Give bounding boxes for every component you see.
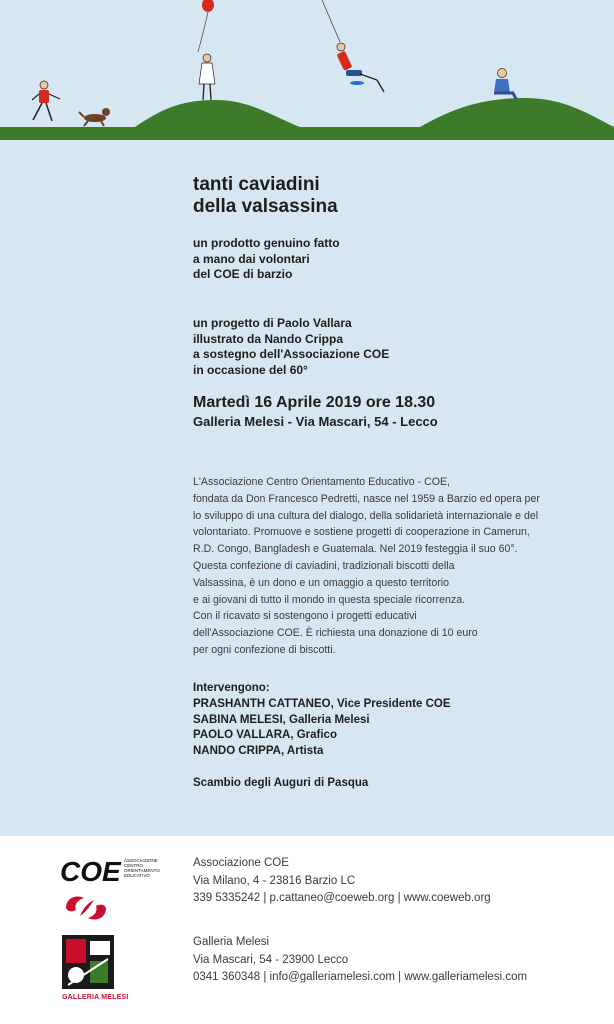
event-info: [193, 393, 438, 431]
speakers-heading: Intervengono:: [193, 682, 270, 694]
coe-logo-caption: EDUCATIVO: [124, 873, 150, 878]
galleria-contact-block: [193, 934, 527, 987]
description-line: Con il ricavato si sostengono i progetti educativi: [193, 610, 417, 623]
children-on-hills-illustration: [0, 0, 614, 145]
red-emblem-logo: [62, 892, 110, 924]
closing-note: Scambio degli Auguri di Pasqua: [193, 777, 369, 789]
project-line: illustrato da Nando Crippa: [193, 331, 344, 346]
title-line: della valsassina: [193, 196, 338, 217]
coe-logo: [60, 855, 160, 887]
speaker-item: PRASHANTH CATTANEO, Vice Presidente COE: [193, 697, 451, 710]
description-line: dell'Associazione COE. È richiesta una donazione di 10 euro: [193, 627, 478, 640]
girl-with-balloon-figure: [198, 0, 215, 100]
event-place: Galleria Melesi - Via Mascari, 54 - Lecco: [193, 414, 438, 429]
project-line: a sostegno dell'Associazione COE: [193, 347, 390, 361]
speaker-item: NANDO CRIPPA, Artista: [193, 745, 324, 758]
description-line: L'Associazione Centro Orientamento Educativo - COE,: [193, 476, 450, 488]
product-line: a mano dai volontari: [193, 251, 310, 266]
product-line: un prodotto genuino fatto: [193, 236, 340, 250]
speaker-item: SABINA MELESI, Galleria Melesi: [193, 713, 370, 726]
galleria-contact-line: 0341 360348 | info@galleriamelesi.com | www.galleriamelesi.com: [193, 971, 528, 983]
product-description: [193, 236, 340, 283]
description-line: volontariato. Promuove e sostiene progetti di cooperazione in Camerun,: [193, 526, 530, 539]
description-line: fondata da Don Francesco Pedretti, nasce nel 1959 a Barzio ed opera per: [193, 492, 540, 505]
project-credits: [193, 316, 389, 378]
coe-name: Associazione COE: [193, 857, 289, 869]
coe-logo-caption: ORIENTAMENTO: [124, 868, 160, 873]
event-date: Martedì 16 Aprile 2019 ore 18.30: [193, 394, 436, 411]
description-line: Valsassina, è un dono e un omaggio a questo territorio: [193, 576, 449, 589]
description-line: Questa confezione di caviadini, tradizionali biscotti della: [193, 559, 455, 572]
description-line: per ogni confezione di biscotti.: [193, 643, 336, 656]
dog-figure: [79, 108, 110, 126]
invitation-title: [193, 174, 338, 218]
sitting-boy-figure: [494, 69, 516, 100]
coe-logo-caption: CENTRO: [124, 863, 143, 868]
running-boy-figure: [32, 81, 60, 121]
project-line: in occasione del 60°: [193, 362, 308, 377]
galleria-melesi-logo-text: GALLERIA MELESI: [62, 994, 129, 1001]
association-description: [193, 474, 553, 659]
child-on-swing-figure: [322, 0, 384, 92]
speaker-item: PAOLO VALLARA, Grafico: [193, 729, 337, 742]
galleria-address: Via Mascari, 54 - 23900 Lecco: [193, 953, 349, 966]
project-line: un progetto di Paolo Vallara: [193, 316, 352, 330]
coe-contact-line: 339 5335242 | p.cattaneo@coeweb.org | www.coeweb.org: [193, 892, 491, 904]
description-line: e ai giovani di tutto il mondo in questa speciale ricorrenza.: [193, 593, 466, 606]
coe-address: Via Milano, 4 - 23816 Barzio LC: [193, 874, 356, 887]
description-line: lo sviluppo di una cultura del dialogo, della solidarietà internazionale e del: [193, 509, 539, 522]
galleria-name: Galleria Melesi: [193, 936, 270, 948]
coe-logo-caption: ASSOCIAZIONE: [124, 858, 158, 863]
description-line: R.D. Congo, Bangladesh e Guatemala. Nel 2019 festeggia il suo 60°.: [193, 543, 518, 556]
title-line: tanti caviadini: [193, 174, 320, 195]
speakers-list: [193, 681, 451, 760]
coe-contact-block: [193, 855, 491, 908]
product-line: del COE di barzio: [193, 267, 293, 281]
galleria-melesi-logo: [62, 935, 114, 989]
coe-logo-text: COE: [60, 856, 121, 887]
